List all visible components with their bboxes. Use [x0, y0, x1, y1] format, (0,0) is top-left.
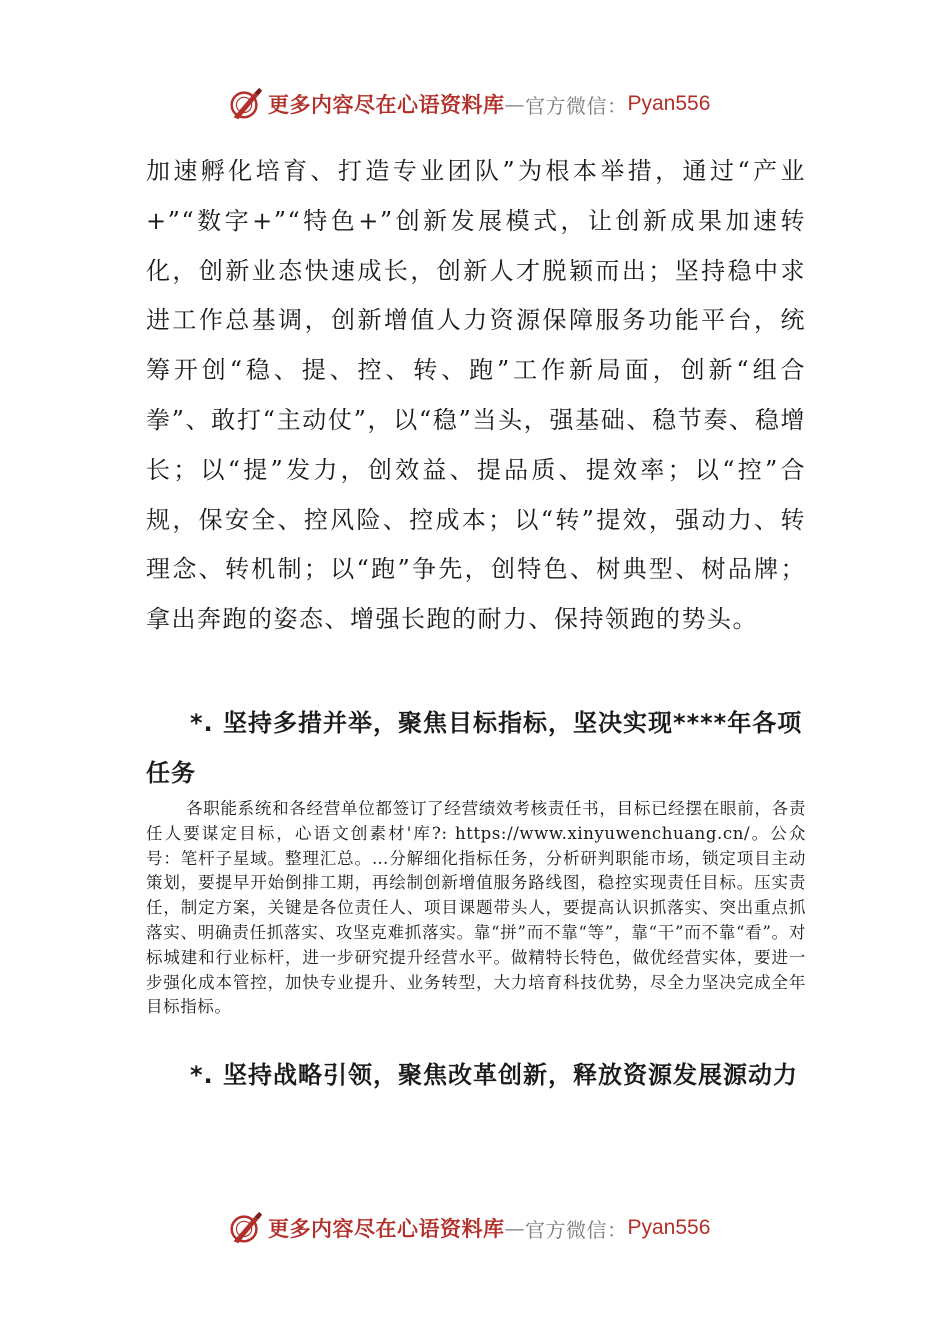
watermark-brand-text: 更多内容尽在心语资料库 — [268, 92, 505, 117]
watermark-separator: — — [504, 92, 525, 116]
watermark-official-label: 官方微信： — [525, 93, 628, 118]
watermark-separator: — — [504, 1216, 525, 1240]
watermark-official-label: 官方微信： — [525, 1217, 628, 1242]
watermark-brand-text: 更多内容尽在心语资料库 — [268, 1216, 505, 1241]
watermark-wechat-id: Pyan556 — [627, 1216, 711, 1239]
watermark-wechat-id: Pyan556 — [627, 92, 711, 115]
body-paragraph-1: 加速孵化培育、打造专业团队”为根本举措，通过“产业+”“数字+”“特色+”创新发展模式，让创新成果加速转化，创新业态快速成长，创新人才脱颖而出；坚持稳中求进工作总基调，创新增值人力资源保障服务功能平台，统筹开创“稳、提、控、转、跑”工作新局面，创新“组合拳”、敢打“主动仗”，以“稳”当头，强基础、稳节奏、稳增长；以“提”发力，创效益、提品质、提效率；以“控”合规，保安全、控风险、控成本；以“转”提效，强动力、转理念、转机制；以“跑”争先，创特色、树典型、树品牌；拿出奔跑的姿态、增强长跑的耐力、保持领跑的势头。 — [146, 157, 806, 634]
section-heading-1: *. 坚持多措并举，聚焦目标指标，坚决实现****年各项任务 — [146, 709, 803, 787]
body-paragraph-2: 各职能系统和各经营单位都签订了经营绩效考核责任书，目标已经摆在眼前，各责任人要谋定目标，心语文创素材'库?: https://www.xinyuwenchuang.cn/。公众号：笔杆子星域。整理汇总。…分解细化指标任务，分析研判职能市场，锁定项目主动策划，要提早开始倒排工期，再绘制创新增值服务路线图，稳控实现责任目标。压实责任，制定方案，关键是各位责任人、项目课题带头人，要提高认识抓落实、突出重点抓落实、明确责任抓落实、攻坚克难抓落实。靠“拼”而不靠“等”，靠“干”而不靠“看”。对标城建和行业标杆，进一步研究提升经营水平。做精特长特色，做优经营实体，要进一步强化成本管控，加快专业提升、业务转型，大力培育科技优势，尽全力坚决完成全年目标指标。 — [146, 799, 806, 1017]
footer-watermark — [226, 1208, 710, 1248]
pen-logo-icon — [226, 85, 264, 123]
section-heading-2: *. 坚持战略引领，聚焦改革创新，释放资源发展源动力 — [190, 1061, 799, 1089]
pen-logo-icon — [226, 1209, 264, 1247]
header-watermark — [226, 84, 710, 124]
